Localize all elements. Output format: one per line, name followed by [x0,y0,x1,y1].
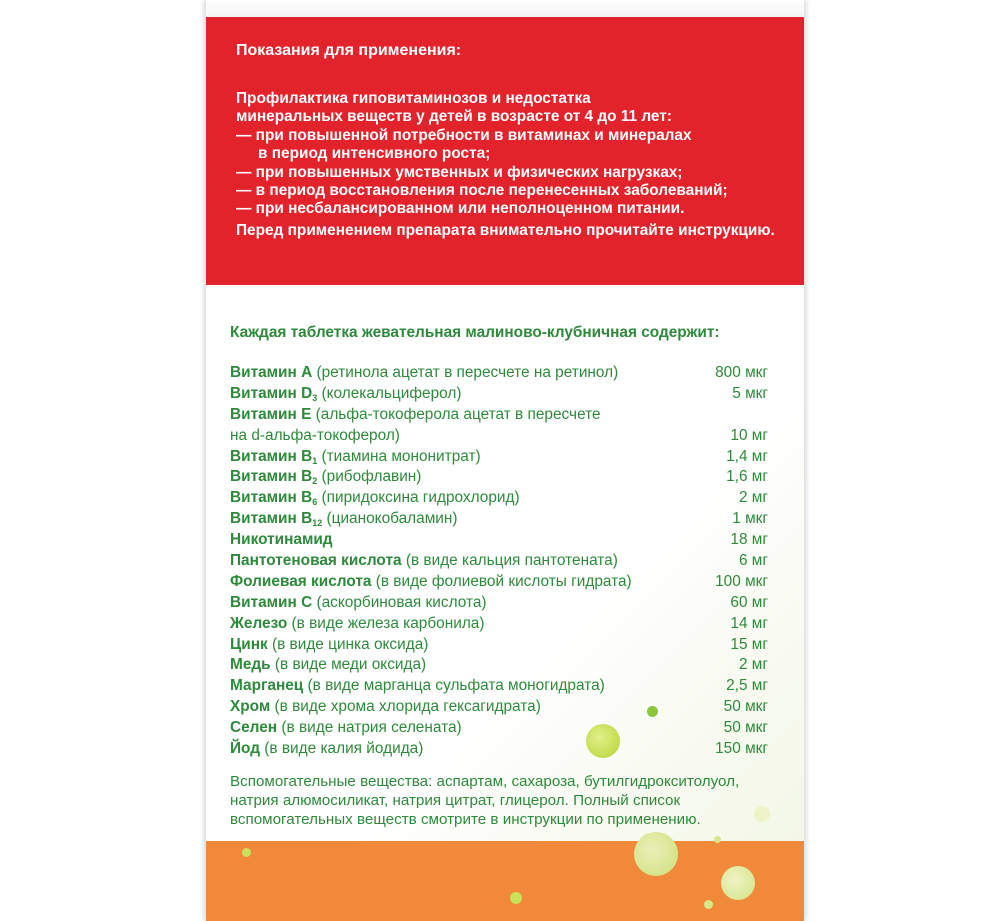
ingredient [230,656,426,674]
instruction-notice: Перед применением препарата внимательно прочитайте инструкцию. [236,222,775,239]
indications-line: — при несбалансированном или неполноценном питании. [236,200,685,218]
ingredient-amount: 50 мкг [723,698,768,716]
composition-row [230,656,780,677]
ingredient-name: Йод [230,740,261,758]
ingredient-form: (в виде фолиевой кислоты гидрата) [371,572,632,590]
ingredient-amount: 2 мг [738,489,768,507]
composition-row [230,385,780,406]
ingredient-form: (аскорбиновая кислота) [312,593,487,611]
ingredient-form: (в виде марганца сульфата моногидрата) [303,677,605,695]
ingredient-name: Витамин B [230,489,313,507]
ingredient-amount: 15 мг [730,635,768,653]
ingredient [230,406,601,424]
ingredient-name: Витамин B [230,447,313,465]
ingredient-amount: 1,4 мг [726,447,768,465]
ingredient-amount: 18 мг [730,531,768,549]
ingredient-amount: 800 мкг [715,364,768,381]
ingredient-amount: 14 мг [730,614,768,632]
ingredient-form: (цианокобаламин) [322,510,458,528]
ingredient-form: (тиамина мононитрат) [317,447,481,465]
decor-bubble [704,900,713,909]
ingredient-form: (пиридоксина гидрохлорид) [317,489,520,507]
package-top-edge [206,0,804,17]
ingredient-amount: 5 мкг [732,384,768,402]
ingredient-form: (в виде меди оксида) [270,656,427,674]
ingredient-amount: 10 мг [730,426,768,444]
ingredient-amount: 60 мг [730,593,768,611]
composition-row [230,406,780,427]
ingredient-name: Цинк [230,635,268,653]
ingredient-name: Никотинамид [230,531,333,549]
ingredient-name: Железо [230,614,288,632]
ingredient-amount: 6 мг [738,552,768,570]
indications-line: — в период восстановления после перенесенных заболеваний; [236,182,728,200]
excipients-line: вспомогательных веществ смотрите в инструкции по применению. [230,811,701,828]
composition-row [230,427,780,448]
ingredient [230,364,618,382]
ingredient [230,510,458,528]
ingredient-subscript: 3 [312,392,318,403]
ingredient-name: Пантотеновая кислота [230,552,402,570]
composition-row [230,594,780,615]
decor-bubble [721,866,755,900]
composition-row [230,468,780,489]
ingredient-subscript: 1 [312,455,318,466]
ingredient [230,698,541,716]
decor-bubble [647,706,658,717]
orange-bottom-band [206,841,804,921]
composition-row [230,677,780,698]
ingredient-form: (в виде калия йодида) [260,740,424,758]
ingredient-name: Марганец [230,677,304,695]
ingredient-form: (в виде железа карбонила) [287,614,485,632]
indications-line: — при повышенных умственных и физических нагрузках; [236,163,683,181]
indications-line: минеральных веществ у детей в возрасте от 4 до 11 лет: [236,108,672,126]
ingredient-amount: 1 мкг [732,510,768,528]
indications-line: — при повышенной потребности в витаминах и минералах [236,126,692,144]
decor-bubble [510,892,522,904]
ingredient [230,740,423,758]
ingredient-amount: 150 мкг [715,740,768,758]
ingredient-form: (в виде цинка оксида) [267,635,429,653]
ingredient [230,636,428,654]
ingredient-name: Витамин D [230,384,313,402]
composition-row [230,364,780,385]
ingredient-amount: 100 мкг [715,572,768,590]
ingredient [230,448,481,466]
ingredient [230,489,520,507]
indications-line: в период интенсивного роста; [258,145,491,163]
ingredient [230,573,632,591]
decor-bubble [714,836,721,843]
ingredient-name: Витамин C [230,593,313,611]
ingredient-subscript: 6 [312,497,318,508]
ingredient [230,468,421,486]
ingredient-amount: 2,5 мг [726,677,768,695]
composition-row [230,698,780,719]
composition-row [230,552,780,573]
ingredient [230,719,462,737]
ingredient-form: (в виде натрия селената) [277,719,462,737]
ingredient-name: Витамин B [230,468,313,486]
composition-row [230,489,780,510]
ingredient-form: (в виде кальция пантотената) [401,552,618,570]
ingredient-form: (рибофлавин) [317,468,422,486]
ingredient-subscript: 12 [312,518,323,529]
excipients-text [230,772,790,829]
indications-text [236,90,796,219]
composition-row [230,615,780,636]
ingredient-name: Витамин A [230,364,313,381]
excipients-line: Вспомогательные вещества: аспартам, сахароза, бутилгидрокситолуол, [230,773,740,790]
excipients-line: натрия алюмосиликат, натрия цитрат, глицерол. Полный список [230,792,681,809]
ingredient-form: (ретинола ацетат в пересчете на ретинол) [312,364,619,381]
composition-row [230,531,780,552]
ingredient [230,594,487,612]
ingredient [230,677,605,695]
composition-title: Каждая таблетка жевательная малиново-клубничная содержит: [230,324,720,341]
ingredient [230,552,618,570]
ingredient-name: Витамин B [230,510,313,528]
ingredient [230,385,461,403]
composition-row [230,719,780,740]
composition-row [230,636,780,657]
ingredient [230,427,400,445]
decor-bubble [586,724,620,758]
decor-bubble [634,832,678,876]
ingredient-name: Селен [230,719,278,737]
ingredient-form: на d-альфа-токоферол) [230,426,400,444]
composition-row [230,740,780,761]
composition-row [230,573,780,594]
composition-row [230,448,780,469]
composition-row [230,510,780,531]
ingredient-form: (в виде хрома хлорида гексагидрата) [270,698,541,716]
ingredient-amount: 1,6 мг [726,468,768,486]
ingredient-form: (альфа-токоферола ацетат в пересчете [311,405,601,423]
ingredient-amount: 2 мг [738,656,768,674]
ingredient-name: Витамин E [230,405,312,423]
ingredient [230,615,485,633]
ingredient-name: Фолиевая кислота [230,572,372,590]
ingredient-amount: 50 мкг [723,719,768,737]
indications-title: Показания для применения: [236,42,462,59]
ingredient [230,531,333,549]
indications-line: Профилактика гиповитаминозов и недостатка [236,90,591,107]
package-panel [206,0,804,921]
decor-bubble [754,806,770,822]
ingredient-name: Медь [230,656,271,674]
composition-list [230,364,780,761]
ingredient-form: (колекальциферол) [317,384,462,402]
decor-bubble [242,848,251,857]
ingredient-subscript: 2 [312,476,318,487]
ingredient-name: Хром [230,698,271,716]
